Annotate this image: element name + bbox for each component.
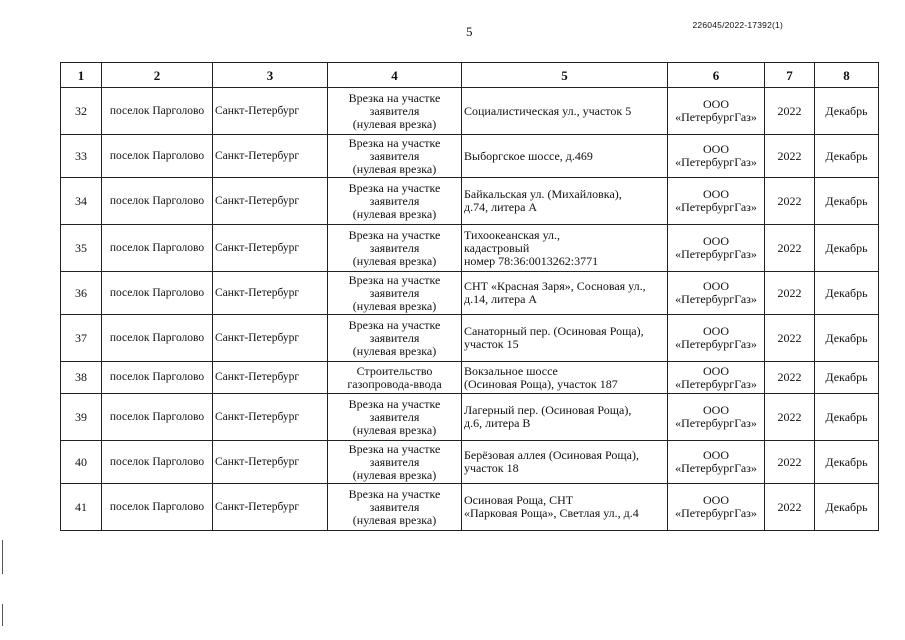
address-cell-line: Осиновая Роща, СНТ xyxy=(464,493,574,507)
organization-cell xyxy=(668,362,765,394)
address-cell-line: «Парковая Роща», Светлая ул., д.4 xyxy=(464,506,639,520)
organization-cell xyxy=(668,484,765,531)
address-cell-line: д.6, литера В xyxy=(464,416,531,430)
table-row xyxy=(61,272,879,315)
settlement-cell: поселок Парголово xyxy=(102,88,213,135)
row-number-cell: 38 xyxy=(61,362,102,394)
scan-margin-mark xyxy=(2,604,3,626)
month-cell: Декабрь xyxy=(815,225,879,272)
row-number-cell: 40 xyxy=(61,441,102,484)
address-cell xyxy=(462,362,668,394)
organization-cell-line: ООО xyxy=(703,403,729,417)
address-cell xyxy=(462,394,668,441)
document-id: 226045/2022-17392(1) xyxy=(692,20,783,30)
work-type-cell-line: заявителя xyxy=(369,499,420,514)
table-row xyxy=(61,88,879,135)
work-type-cell-line: Врезка на участке xyxy=(348,227,441,242)
work-type-cell-line: заявителя xyxy=(369,409,420,424)
city-cell: Санкт-Петербург xyxy=(213,484,328,531)
organization-cell-line: ООО xyxy=(703,187,729,201)
work-type-cell xyxy=(328,394,462,441)
organization-cell xyxy=(668,135,765,178)
address-cell-line: (Осиновая Роща), участок 187 xyxy=(464,376,618,391)
settlement-cell: поселок Парголово xyxy=(102,362,213,394)
settlement-cell: поселок Парголово xyxy=(102,272,213,315)
work-type-cell-line: Врезка на участке xyxy=(348,90,441,105)
month-cell: Декабрь xyxy=(815,88,879,135)
address-cell-line: участок 15 xyxy=(464,337,519,351)
organization-cell-line: ООО xyxy=(703,97,729,111)
work-type-cell xyxy=(328,315,462,362)
row-number-cell: 32 xyxy=(61,88,102,135)
page-number: 5 xyxy=(466,24,473,39)
year-cell: 2022 xyxy=(765,362,815,394)
organization-cell xyxy=(668,272,765,315)
address-cell-line: Выборгское шоссе, д.469 xyxy=(464,148,593,163)
address-cell-line: Вокзальное шоссе xyxy=(464,363,558,378)
city-cell: Санкт-Петербург xyxy=(213,272,328,315)
address-cell xyxy=(462,178,668,225)
address-cell-line: д.74, литера А xyxy=(464,200,538,214)
address-cell xyxy=(462,88,668,135)
organization-cell-line: «ПетербургГаз» xyxy=(675,110,757,124)
organization-cell-line: «ПетербургГаз» xyxy=(675,200,757,214)
table-row xyxy=(61,484,879,531)
work-type-cell-line: Врезка на участке xyxy=(348,396,441,411)
address-cell-line: Социалистическая ул., участок 5 xyxy=(464,103,632,118)
organization-cell-line: ООО xyxy=(703,448,729,462)
month-cell: Декабрь xyxy=(815,441,879,484)
work-type-cell xyxy=(328,135,462,178)
column-header-1: 1 xyxy=(61,63,102,88)
work-type-cell-line: газопровода-ввода xyxy=(347,376,442,391)
organization-cell-line: «ПетербургГаз» xyxy=(675,506,757,520)
address-cell xyxy=(462,225,668,272)
organization-cell xyxy=(668,441,765,484)
organization-cell-line: ООО xyxy=(703,324,729,338)
address-cell-line: д.14, литера А xyxy=(464,292,538,306)
month-cell: Декабрь xyxy=(815,394,879,441)
organization-cell-line: ООО xyxy=(703,279,729,293)
address-cell-line: Санаторный пер. (Осиновая Роща), xyxy=(464,324,644,338)
year-cell: 2022 xyxy=(765,272,815,315)
row-number-cell: 36 xyxy=(61,272,102,315)
column-header-7: 7 xyxy=(765,63,815,88)
year-cell: 2022 xyxy=(765,178,815,225)
address-cell xyxy=(462,135,668,178)
month-cell: Декабрь xyxy=(815,178,879,225)
column-header-row xyxy=(61,63,879,88)
settlement-cell: поселок Парголово xyxy=(102,315,213,362)
work-type-cell-line: (нулевая врезка) xyxy=(352,253,437,268)
work-type-cell-line: (нулевая врезка) xyxy=(352,161,437,176)
row-number-cell: 33 xyxy=(61,135,102,178)
table-row xyxy=(61,441,879,484)
work-type-cell-line: (нулевая врезка) xyxy=(352,343,437,358)
year-cell: 2022 xyxy=(765,135,815,178)
address-cell-line: кадастровый xyxy=(464,240,530,255)
organization-cell-line: «ПетербургГаз» xyxy=(675,337,757,351)
work-type-cell-line: Врезка на участке xyxy=(348,317,441,332)
work-type-cell-line: заявителя xyxy=(369,240,420,255)
address-cell-line: Лагерный пер. (Осиновая Роща), xyxy=(464,403,632,417)
table-row xyxy=(61,135,879,178)
work-type-cell-line: Врезка на участке xyxy=(348,486,441,501)
table-row xyxy=(61,394,879,441)
address-cell-line: номер 78:36:0013262:3771 xyxy=(464,253,599,268)
work-type-cell-line: Врезка на участке xyxy=(348,135,441,150)
work-type-cell xyxy=(328,88,462,135)
organization-cell xyxy=(668,394,765,441)
settlement-cell: поселок Парголово xyxy=(102,394,213,441)
year-cell: 2022 xyxy=(765,315,815,362)
year-cell: 2022 xyxy=(765,484,815,531)
month-cell: Декабрь xyxy=(815,484,879,531)
column-header-6: 6 xyxy=(668,63,765,88)
work-type-cell-line: (нулевая врезка) xyxy=(352,422,437,437)
organization-cell-line: «ПетербургГаз» xyxy=(675,247,757,261)
address-cell xyxy=(462,272,668,315)
work-type-cell-line: Врезка на участке xyxy=(348,441,441,456)
address-cell xyxy=(462,484,668,531)
work-type-cell-line: заявителя xyxy=(369,454,420,469)
work-type-cell-line: Врезка на участке xyxy=(348,272,441,287)
work-type-cell-line: (нулевая врезка) xyxy=(352,467,437,482)
month-cell: Декабрь xyxy=(815,135,879,178)
work-type-cell-line: Строительство xyxy=(356,363,433,378)
month-cell: Декабрь xyxy=(815,315,879,362)
organization-cell xyxy=(668,225,765,272)
organization-cell-line: «ПетербургГаз» xyxy=(675,416,757,430)
address-cell-line: участок 18 xyxy=(464,461,519,475)
organization-cell-line: ООО xyxy=(703,493,729,507)
table-row xyxy=(61,362,879,394)
table-row xyxy=(61,225,879,272)
address-cell-line: Тихоокеанская ул., xyxy=(464,227,561,242)
row-number-cell: 35 xyxy=(61,225,102,272)
organization-cell-line: ООО xyxy=(703,142,729,156)
organization-cell-line: «ПетербургГаз» xyxy=(675,292,757,306)
row-number-cell: 41 xyxy=(61,484,102,531)
city-cell: Санкт-Петербург xyxy=(213,394,328,441)
settlement-cell: поселок Парголово xyxy=(102,225,213,272)
work-type-cell-line: (нулевая врезка) xyxy=(352,206,437,221)
work-type-cell xyxy=(328,178,462,225)
address-cell xyxy=(462,441,668,484)
city-cell: Санкт-Петербург xyxy=(213,225,328,272)
work-type-cell-line: (нулевая врезка) xyxy=(352,116,437,131)
work-type-cell-line: Врезка на участке xyxy=(348,180,441,195)
year-cell: 2022 xyxy=(765,88,815,135)
column-header-4: 4 xyxy=(328,63,462,88)
work-type-cell xyxy=(328,484,462,531)
column-header-3: 3 xyxy=(213,63,328,88)
work-type-cell xyxy=(328,441,462,484)
year-cell: 2022 xyxy=(765,225,815,272)
city-cell: Санкт-Петербург xyxy=(213,178,328,225)
organization-cell-line: «ПетербургГаз» xyxy=(675,155,757,169)
register-table xyxy=(60,62,879,531)
organization-cell xyxy=(668,178,765,225)
organization-cell xyxy=(668,88,765,135)
month-cell: Декабрь xyxy=(815,362,879,394)
organization-cell-line: ООО xyxy=(703,363,729,378)
year-cell: 2022 xyxy=(765,441,815,484)
city-cell: Санкт-Петербург xyxy=(213,135,328,178)
work-type-cell-line: (нулевая врезка) xyxy=(352,298,437,313)
work-type-cell-line: заявителя xyxy=(369,103,420,118)
settlement-cell: поселок Парголово xyxy=(102,441,213,484)
month-cell: Декабрь xyxy=(815,272,879,315)
row-number-cell: 39 xyxy=(61,394,102,441)
organization-cell-line: «ПетербургГаз» xyxy=(675,461,757,475)
work-type-cell-line: заявителя xyxy=(369,193,420,208)
column-header-8: 8 xyxy=(815,63,879,88)
work-type-cell xyxy=(328,272,462,315)
work-type-cell-line: заявителя xyxy=(369,285,420,300)
organization-cell xyxy=(668,315,765,362)
work-type-cell-line: заявителя xyxy=(369,148,420,163)
organization-cell-line: «ПетербургГаз» xyxy=(675,376,757,391)
column-header-5: 5 xyxy=(462,63,668,88)
work-type-cell-line: заявителя xyxy=(369,330,420,345)
work-type-cell xyxy=(328,362,462,394)
address-cell-line: Байкальская ул. (Михайловка), xyxy=(464,187,622,201)
settlement-cell: поселок Парголово xyxy=(102,484,213,531)
table-body xyxy=(61,88,879,531)
organization-cell-line: ООО xyxy=(703,234,729,248)
city-cell: Санкт-Петербург xyxy=(213,441,328,484)
column-header-2: 2 xyxy=(102,63,213,88)
scan-margin-mark xyxy=(2,540,3,574)
address-cell xyxy=(462,315,668,362)
table-row xyxy=(61,315,879,362)
row-number-cell: 37 xyxy=(61,315,102,362)
address-cell-line: СНТ «Красная Заря», Сосновая ул., xyxy=(464,279,646,293)
settlement-cell: поселок Парголово xyxy=(102,178,213,225)
work-type-cell-line: (нулевая врезка) xyxy=(352,512,437,527)
year-cell: 2022 xyxy=(765,394,815,441)
row-number-cell: 34 xyxy=(61,178,102,225)
settlement-cell: поселок Парголово xyxy=(102,135,213,178)
work-type-cell xyxy=(328,225,462,272)
address-cell-line: Берёзовая аллея (Осиновая Роща), xyxy=(464,448,639,462)
city-cell: Санкт-Петербург xyxy=(213,315,328,362)
table-row xyxy=(61,178,879,225)
city-cell: Санкт-Петербург xyxy=(213,362,328,394)
city-cell: Санкт-Петербург xyxy=(213,88,328,135)
